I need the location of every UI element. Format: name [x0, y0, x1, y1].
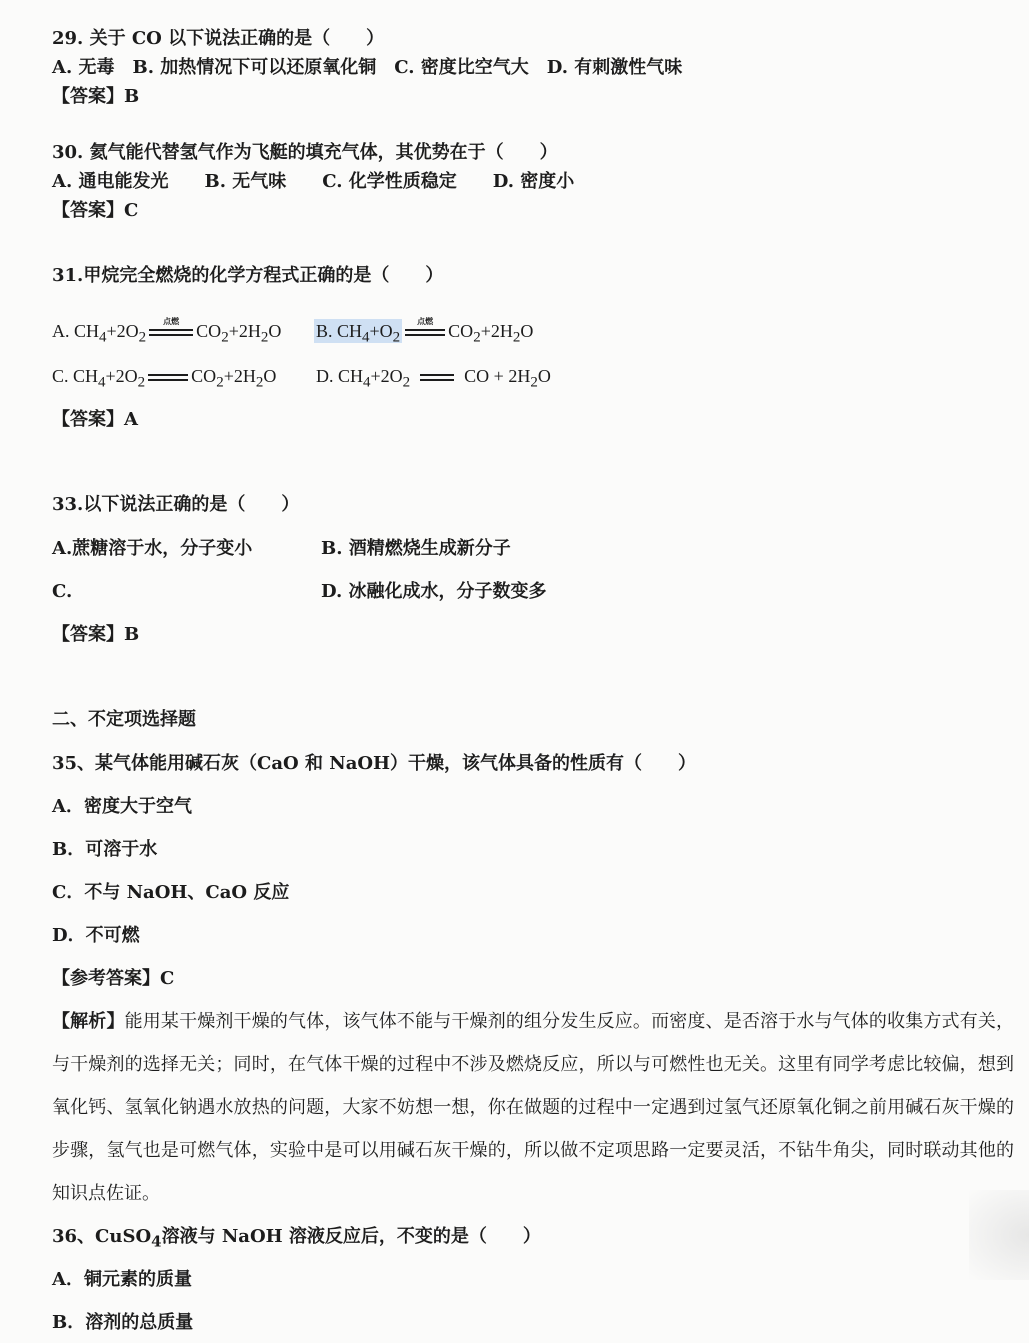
q33-answer: 【答案】B — [52, 624, 140, 645]
reaction-arrow: 点燃 — [405, 329, 445, 336]
q29-answer: 【答案】B — [52, 86, 140, 107]
q29-stem: 29. 关于 CO 以下说法正确的是（ ） — [52, 28, 385, 49]
q30-stem: 30. 氦气能代替氢气作为飞艇的填充气体，其优势在于（ ） — [52, 142, 558, 163]
q36-option-a: A．铜元素的质量 — [52, 1269, 192, 1290]
q31-option-a: A. $CH_4+2O_2$ 点燃 $CO_2+2H_2O$ — [52, 317, 282, 346]
q36-stem: 36、CuSO$_4$溶液与 NaOH 溶液反应后，不变的是（ ） — [52, 1226, 541, 1251]
equals-sign — [148, 374, 188, 381]
q31-option-d: D. $CH_4+2O_2$ CO + $2H_2O$ — [316, 366, 551, 391]
q33-option-c: C. — [52, 581, 73, 602]
q31-option-b: B. $CH_4+O_2$ 点燃 $CO_2+2H_2O$ — [316, 317, 534, 346]
q35-answer: 【参考答案】C — [52, 968, 175, 989]
q35-option-c: C．不与 NaOH、CaO 反应 — [52, 882, 290, 903]
q33-option-b: B. 酒精燃烧生成新分子 — [321, 538, 511, 559]
equals-sign — [420, 374, 454, 381]
q35-analysis — [52, 1000, 1014, 1215]
scan-shadow — [969, 1190, 1029, 1280]
q33-option-d: D. 冰融化成水，分子数变多 — [321, 581, 547, 602]
q35-stem: 35、某气体能用碱石灰（CaO 和 NaOH）干燥，该气体具备的性质有（ ） — [52, 753, 697, 774]
q35-option-a: A．密度大于空气 — [52, 796, 192, 817]
q36-option-b: B．溶剂的总质量 — [52, 1312, 194, 1333]
analysis-label: 【解析】 — [52, 1011, 125, 1032]
q33-option-a: A.蔗糖溶于水，分子变小 — [52, 538, 253, 559]
q35-option-d: D．不可燃 — [52, 925, 140, 946]
analysis-text: 能用某干燥剂干燥的气体，该气体不能与干燥剂的组分发生反应。而密度、是否溶于水与气体的收集方式有关，与干燥剂的选择无关；同时，在气体干燥的过程中不涉及燃烧反应，所以与可燃性也无关。这里有同学考虑比较偏，想到氧化钙、氢氧化钠遇水放热的问题，大家不妨想一想，你在做题的过程中一定遇到过氢气还原氧化铜之前用碱石灰干燥的步骤，氢气也是可燃气体，实验中是可以用碱石灰干燥的，所以做不定项思路一定要灵活，不钻牛角尖，同时联动其他的知识点佐证。 — [52, 1011, 1015, 1204]
q30-answer: 【答案】C — [52, 200, 139, 221]
q31-option-c: C. $CH_4+2O_2$ $CO_2+2H_2O$ — [52, 366, 277, 391]
q30-options: A. 通电能发光 B. 无气味 C. 化学性质稳定 D. 密度小 — [52, 171, 575, 192]
q31-answer: 【答案】A — [52, 409, 138, 430]
q35-option-b: B．可溶于水 — [52, 839, 158, 860]
section-title: 二、不定项选择题 — [52, 709, 196, 730]
highlighted-selection: B. $CH_4+O_2$ — [316, 321, 401, 346]
q31-stem: 31.甲烷完全燃烧的化学方程式正确的是（ ） — [52, 265, 444, 286]
q29-options: A. 无毒 B. 加热情况下可以还原氧化铜 C. 密度比空气大 D. 有刺激性气味 — [52, 57, 683, 78]
q33-stem: 33.以下说法正确的是（ ） — [52, 494, 300, 515]
reaction-arrow: 点燃 — [149, 329, 193, 336]
